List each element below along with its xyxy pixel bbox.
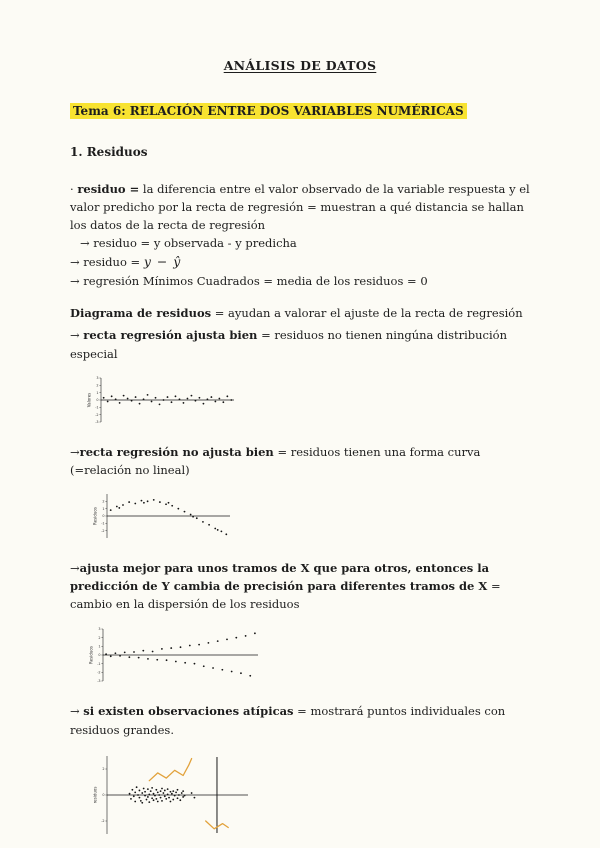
diagrama-residuos-line [70, 304, 530, 322]
caso3-text [70, 559, 530, 613]
caso3-rest: = cambio en la dispersión de los residuos [70, 579, 501, 612]
residuo-line3-text: regresión Mínimos Cuadrados = media de los residuos = 0 [83, 274, 428, 289]
residual-plot-good-fit [86, 375, 236, 425]
svg-text:0: 0 [98, 653, 101, 658]
caso1-bold: recta regresión ajusta bien [83, 328, 258, 343]
residuo-formula-math: y − ŷ [143, 254, 182, 270]
svg-text:0: 0 [96, 397, 99, 402]
arrow-glyph: → [70, 274, 80, 289]
svg-text:1: 1 [98, 644, 101, 649]
diagrama-rest: = ayudan a valorar el ajuste de la recta de regresión [214, 306, 523, 321]
svg-text:2: 2 [102, 499, 105, 504]
section-heading-residuos: 1. Residuos [70, 144, 148, 159]
caso4-text [70, 702, 530, 738]
tema-heading: Tema 6: RELACIÓN ENTRE DOS VARIABLES NUMÉRICAS [70, 103, 467, 119]
residuo-definition-text: la diferencia entre el valor observado de la variable respuesta y el valor predicho por la recta de regresión = muestran a qué distancia se hallan los datos de la recta de regresión [70, 181, 530, 232]
svg-text:-3: -3 [95, 419, 99, 424]
svg-text:-1: -1 [95, 405, 99, 410]
svg-text:-2: -2 [97, 670, 101, 675]
svg-text:2: 2 [96, 383, 99, 388]
residuo-line-observada [70, 234, 530, 252]
svg-text:-1: -1 [97, 662, 101, 667]
caso2-text [70, 443, 530, 479]
page-title: ANÁLISIS DE DATOS [223, 58, 377, 73]
residual-plot-dispersion [88, 626, 260, 684]
svg-text:2: 2 [102, 766, 105, 771]
arrow-glyph: → [80, 236, 90, 251]
arrow-glyph: → [70, 255, 80, 270]
arrow-glyph: → [70, 328, 80, 343]
residual-plot-curved [92, 491, 232, 541]
caso1-rest: = residuos no tienen ningúna distribución especial [70, 328, 507, 361]
residuo-line1-text: residuo = y observada - y predicha [93, 236, 297, 251]
caso3-bold: ajusta mejor para unos tramos de X que para otros, entonces la predicción de Y cambia de precisión para diferentes tramos de X [70, 560, 490, 594]
svg-text:2: 2 [98, 636, 101, 641]
residual-plot-outliers [92, 753, 250, 837]
svg-text:3: 3 [98, 627, 101, 632]
svg-text:-2: -2 [95, 412, 99, 417]
residuo-formula [70, 252, 530, 272]
bullet-glyph: · [70, 181, 74, 196]
svg-text:3: 3 [96, 375, 99, 380]
svg-text:residuos: residuos [92, 786, 98, 804]
svg-text:-2: -2 [101, 528, 105, 533]
svg-text:-1: -1 [101, 521, 105, 526]
residuo-definition [70, 180, 530, 234]
residuo-line-minimos-cuadrados [70, 272, 530, 290]
svg-text:Residuos: Residuos [92, 507, 98, 525]
svg-text:0: 0 [102, 514, 105, 519]
diagrama-term: Diagrama de residuos [70, 306, 212, 321]
arrow-glyph: → [70, 560, 80, 575]
svg-text:1: 1 [102, 506, 105, 511]
svg-text:0: 0 [102, 792, 105, 797]
svg-text:Valores: Valores [86, 392, 92, 407]
caso2-bold: recta regresión no ajusta bien [79, 444, 274, 459]
svg-text:-2: -2 [101, 818, 105, 823]
caso1-text [70, 326, 530, 362]
svg-text:1: 1 [96, 390, 99, 395]
caso2-rest: = residuos tienen una forma curva (=relación no lineal) [70, 444, 481, 477]
residuo-formula-label: residuo = [83, 255, 141, 270]
caso4-bold: si existen observaciones atípicas [83, 704, 294, 719]
arrow-glyph: → [70, 444, 80, 459]
residuo-term: residuo = [77, 181, 140, 196]
svg-text:Residuos: Residuos [88, 646, 94, 665]
svg-text:-3: -3 [97, 679, 101, 684]
arrow-glyph: → [70, 704, 80, 719]
caso4-rest: = mostrará puntos individuales con residuos grandes. [70, 704, 506, 737]
tema-heading-row [70, 102, 530, 121]
